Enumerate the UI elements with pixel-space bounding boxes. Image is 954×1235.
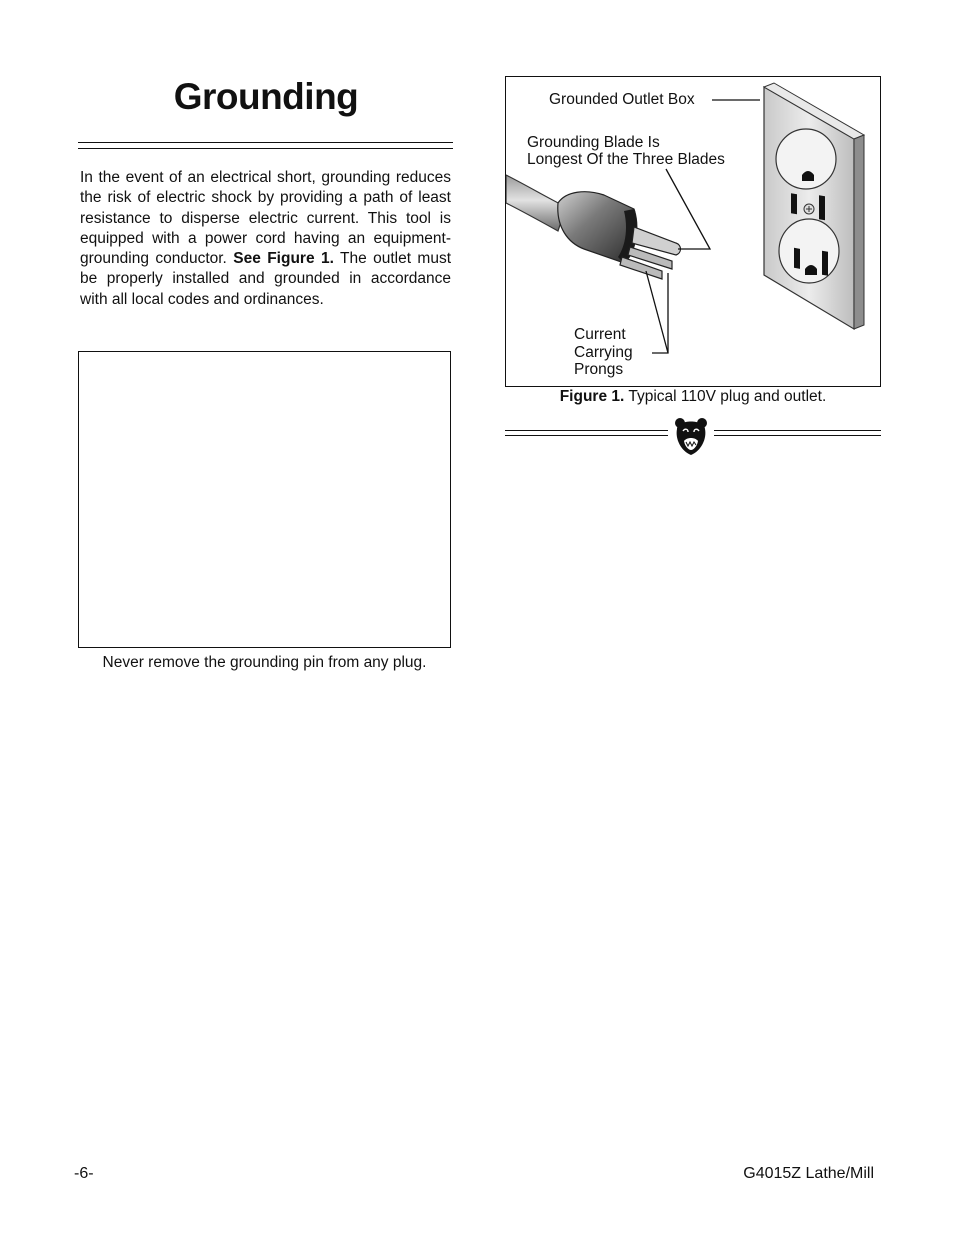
intro-text-after: The outlet must be properly installed and grounded in accordance with all local codes and ordinances.	[80, 250, 452, 308]
power-cord	[506, 175, 566, 231]
title-divider	[78, 142, 453, 149]
bear-head-icon	[673, 415, 709, 457]
label-prongs-line3: Prongs	[574, 361, 624, 378]
label-prongs-line1: Current	[574, 326, 626, 343]
figure-caption-text: Typical 110V plug and outlet.	[624, 388, 827, 405]
label-grounded-outlet-box: Grounded Outlet Box	[549, 91, 695, 108]
warning-caption: Never remove the grounding pin from any plug.	[102, 654, 427, 671]
figure-caption-number: Figure 1.	[559, 388, 625, 405]
footer-model-name: G4015Z Lathe/Mill	[743, 1165, 874, 1182]
figure-leader-lines	[646, 100, 760, 353]
grounding-intro-paragraph	[80, 168, 451, 310]
figure-1-caption	[505, 388, 881, 406]
page-title: Grounding	[173, 76, 359, 117]
label-grounding-blade-line1: Grounding Blade Is	[527, 134, 660, 151]
label-prongs-line2: Carrying	[574, 344, 633, 361]
figure-reference: See Figure 1.	[233, 250, 334, 268]
footer-page-number: -6-	[74, 1165, 94, 1182]
figure-1-frame	[505, 76, 881, 387]
section-end-line-left	[505, 430, 668, 436]
plug-outlet-illustration	[506, 77, 881, 387]
outlet-wall-plate	[764, 83, 864, 329]
section-end-line-right	[714, 430, 881, 436]
plug-body	[558, 192, 681, 279]
label-grounding-blade-line2: Longest Of the Three Blades	[527, 151, 725, 168]
warning-box	[78, 351, 451, 648]
intro-text-before: In the event of an electrical short, grounding reduces the risk of electric shock by providing a path of least resistance to disperse electric current. This tool is equipped with a power cord having an equipment-grounding conductor.	[80, 169, 451, 268]
